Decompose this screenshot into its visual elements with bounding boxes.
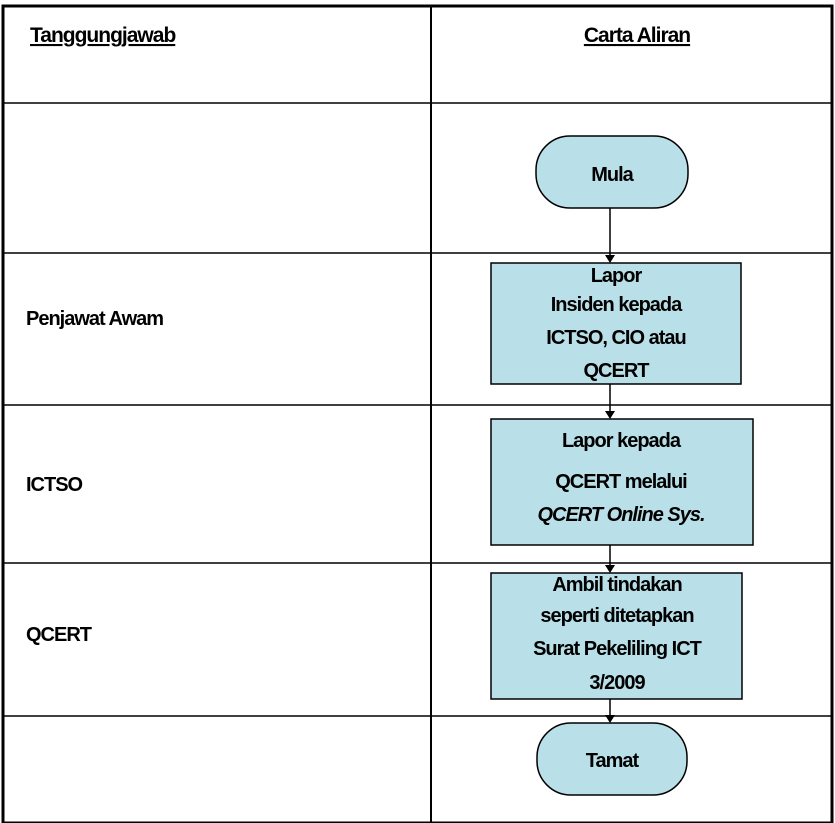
arrowhead	[605, 715, 615, 723]
end-node	[537, 723, 687, 795]
process-text-line: Insiden kepada	[550, 294, 682, 316]
process-text-line: Surat Pekeliling ICT	[533, 638, 701, 660]
process-text-line: Lapor kepada	[561, 430, 681, 452]
header-flowchart: Carta Aliran	[583, 24, 691, 47]
start-node	[536, 136, 688, 208]
process-text-line: Lapor	[590, 265, 642, 287]
table-grid	[3, 6, 832, 823]
process-text-line: ICTSO, CIO atau	[546, 327, 686, 349]
responsibility-row-5: QCERT	[26, 624, 91, 646]
process-step-2	[491, 419, 753, 545]
arrowhead	[605, 565, 615, 573]
arrowhead	[605, 411, 615, 419]
responsibility-row-4: ICTSO	[26, 474, 83, 496]
process-text-line: QCERT	[583, 360, 649, 382]
process-text-line-italic: QCERT Online Sys.	[537, 504, 705, 526]
header-responsibility: Tanggungjawab	[30, 24, 176, 47]
process-step-1	[491, 263, 741, 384]
start-node-label: Mula	[591, 164, 633, 186]
process-text-line: 3/2009	[589, 672, 645, 694]
process-text-line: seperti ditetapkan	[540, 605, 694, 627]
arrowhead	[605, 255, 615, 263]
end-node-label: Tamat	[585, 750, 639, 772]
process-text-line: QCERT melalui	[555, 471, 687, 493]
process-step-3	[491, 573, 742, 699]
responsibility-row-3: Penjawat Awam	[26, 308, 164, 330]
process-text-line: Ambil tindakan	[552, 574, 682, 596]
table-outer-border	[3, 6, 832, 823]
